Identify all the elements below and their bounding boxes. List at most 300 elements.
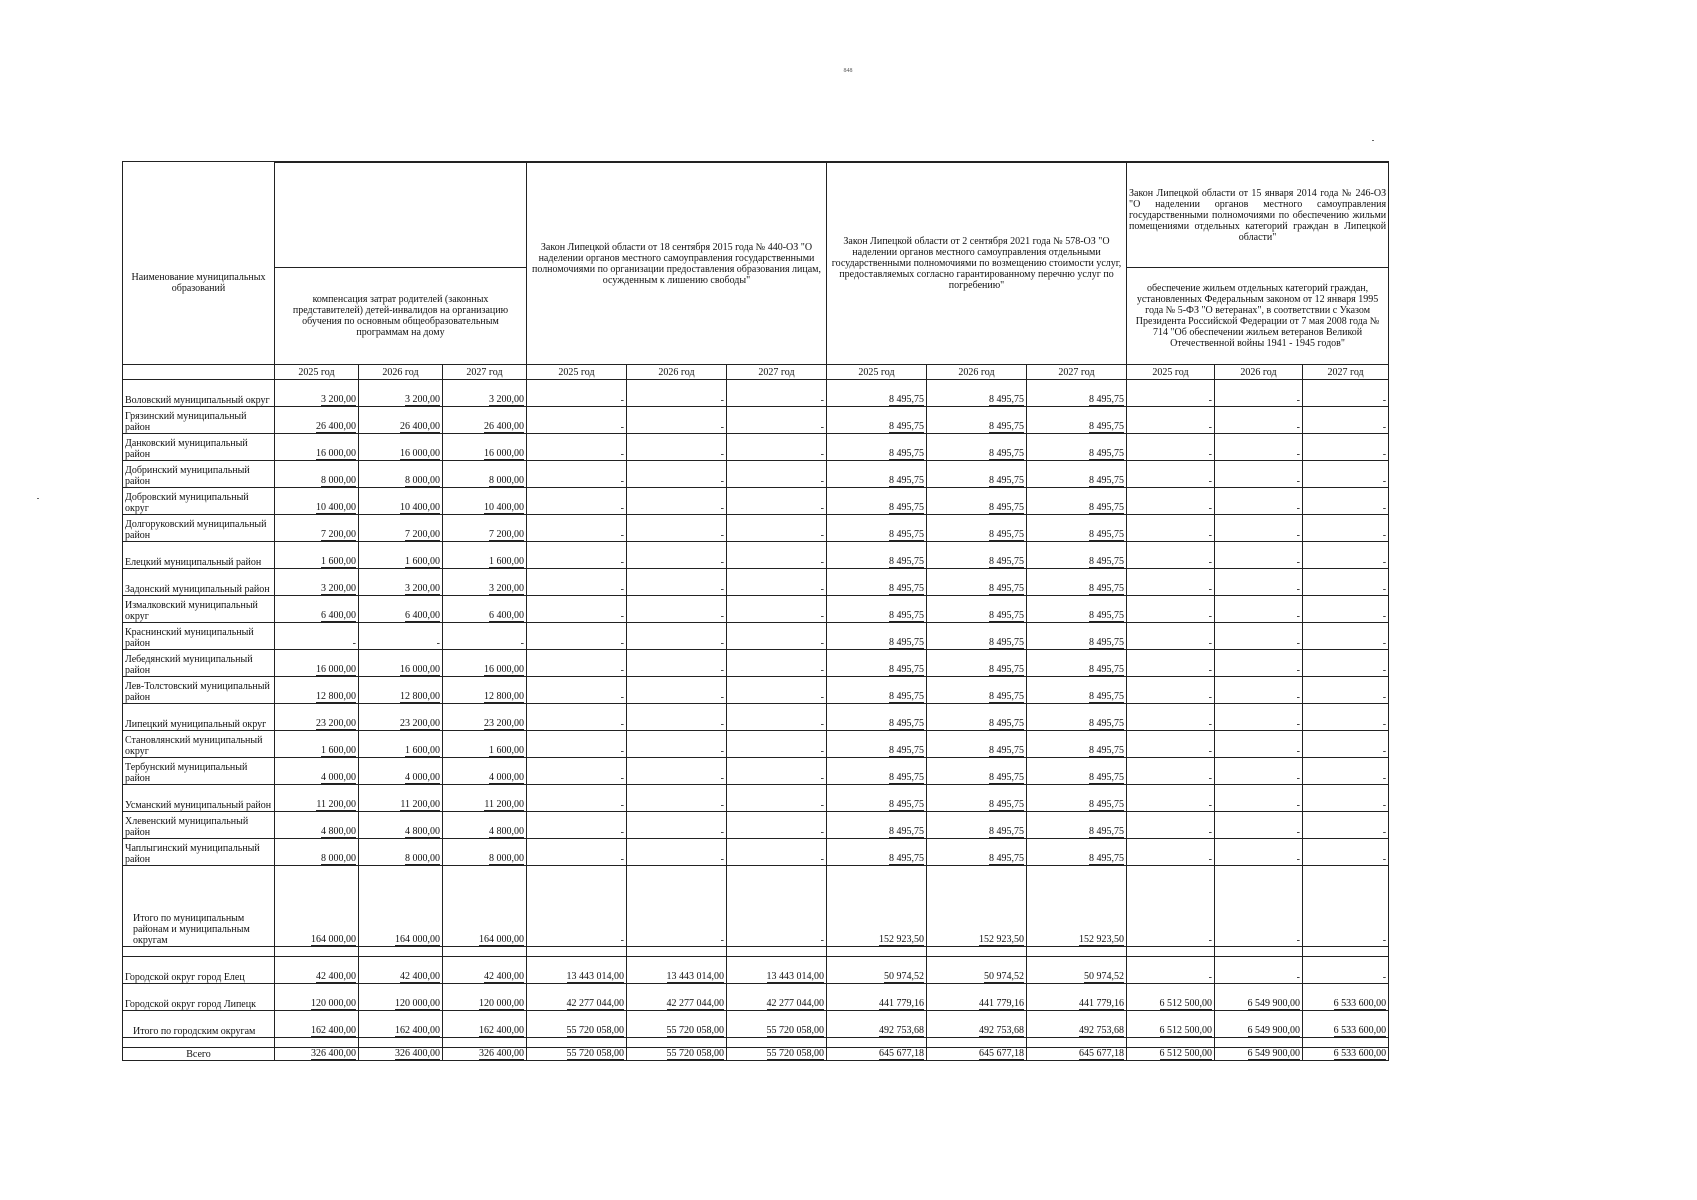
empty-value-cell bbox=[527, 596, 627, 623]
value-cell bbox=[827, 623, 927, 650]
value-cell bbox=[359, 866, 443, 947]
empty-value-cell bbox=[1303, 957, 1389, 984]
value-cell bbox=[359, 650, 443, 677]
value-cell bbox=[1027, 984, 1127, 1011]
empty-value-cell bbox=[727, 488, 827, 515]
value-cell bbox=[927, 596, 1027, 623]
empty-value-cell bbox=[527, 866, 627, 947]
value-cell bbox=[927, 1048, 1027, 1061]
cell-value: - bbox=[820, 800, 824, 811]
cell-value: - bbox=[820, 773, 824, 784]
value-cell bbox=[275, 984, 359, 1011]
cell-value: - bbox=[720, 422, 724, 433]
page-number: 848 bbox=[843, 68, 853, 74]
cell-value: - bbox=[720, 449, 724, 460]
separator-cell bbox=[123, 947, 275, 957]
empty-value-cell bbox=[727, 731, 827, 758]
separator-cell bbox=[527, 947, 627, 957]
value-cell bbox=[1027, 434, 1127, 461]
cell-value: 8 495,75 bbox=[889, 610, 924, 621]
value-cell bbox=[1027, 839, 1127, 866]
separator-cell bbox=[1027, 947, 1127, 957]
cell-value: - bbox=[1296, 476, 1300, 487]
empty-value-cell bbox=[1215, 542, 1303, 569]
empty-value-cell bbox=[1303, 407, 1389, 434]
empty-value-cell bbox=[1215, 596, 1303, 623]
cell-value: 8 495,75 bbox=[989, 745, 1024, 756]
value-cell bbox=[827, 461, 927, 488]
value-cell bbox=[1027, 704, 1127, 731]
value-cell bbox=[443, 515, 527, 542]
cell-value: - bbox=[1296, 530, 1300, 541]
value-cell bbox=[1303, 1011, 1389, 1038]
cell-value: 8 495,75 bbox=[889, 637, 924, 648]
cell-value: 492 753,68 bbox=[879, 1025, 924, 1036]
value-cell bbox=[359, 380, 443, 407]
empty-value-cell bbox=[527, 569, 627, 596]
cell-value: - bbox=[1208, 800, 1212, 811]
value-cell bbox=[1027, 380, 1127, 407]
value-cell bbox=[443, 1011, 527, 1038]
cell-value: 12 800,00 bbox=[484, 691, 524, 702]
district-row bbox=[123, 677, 1389, 704]
district-row bbox=[123, 812, 1389, 839]
empty-value-cell bbox=[727, 380, 827, 407]
value-cell bbox=[275, 866, 359, 947]
cell-value: - bbox=[820, 665, 824, 676]
cell-value: 6 533 600,00 bbox=[1333, 1048, 1387, 1059]
empty-value-cell bbox=[1127, 812, 1215, 839]
cell-value: 8 495,75 bbox=[889, 421, 924, 432]
cell-value: 8 495,75 bbox=[1089, 637, 1124, 648]
cell-value: 12 800,00 bbox=[316, 691, 356, 702]
cell-value: - bbox=[1296, 692, 1300, 703]
cell-value: 8 000,00 bbox=[405, 475, 440, 486]
cell-value: - bbox=[820, 476, 824, 487]
cell-value: 6 400,00 bbox=[489, 610, 524, 621]
separator-cell bbox=[927, 947, 1027, 957]
cell-value: - bbox=[620, 665, 624, 676]
value-cell bbox=[359, 839, 443, 866]
empty-value-cell bbox=[527, 623, 627, 650]
empty-value-cell bbox=[1127, 542, 1215, 569]
empty-value-cell bbox=[627, 434, 727, 461]
value-cell bbox=[443, 569, 527, 596]
value-cell bbox=[727, 1048, 827, 1061]
separator-cell bbox=[1303, 1038, 1389, 1048]
year-header: 2025 год bbox=[1127, 365, 1215, 380]
value-cell bbox=[359, 461, 443, 488]
cell-value: 1 600,00 bbox=[321, 556, 356, 567]
value-cell bbox=[359, 731, 443, 758]
value-cell bbox=[359, 434, 443, 461]
cell-value: 8 495,75 bbox=[889, 583, 924, 594]
value-cell bbox=[1027, 1048, 1127, 1061]
cell-value: 8 495,75 bbox=[889, 826, 924, 837]
city-row bbox=[123, 957, 1389, 984]
empty-value-cell bbox=[527, 515, 627, 542]
cell-value: 441 779,16 bbox=[979, 998, 1024, 1009]
district-row bbox=[123, 758, 1389, 785]
empty-value-cell bbox=[1215, 380, 1303, 407]
empty-value-cell bbox=[1303, 785, 1389, 812]
cell-value: 11 200,00 bbox=[484, 799, 524, 810]
value-cell bbox=[927, 650, 1027, 677]
cell-value: 6 533 600,00 bbox=[1333, 1025, 1387, 1036]
value-cell bbox=[827, 785, 927, 812]
value-cell bbox=[927, 542, 1027, 569]
value-cell bbox=[927, 461, 1027, 488]
value-cell bbox=[827, 650, 927, 677]
cell-value: 4 800,00 bbox=[489, 826, 524, 837]
value-cell bbox=[527, 984, 627, 1011]
cell-value: 6 549 900,00 bbox=[1247, 998, 1300, 1009]
cell-value: - bbox=[1208, 719, 1212, 730]
empty-value-cell bbox=[627, 488, 727, 515]
value-cell bbox=[1215, 1048, 1303, 1061]
separator-cell bbox=[123, 1038, 275, 1048]
cell-value: 26 400,00 bbox=[400, 421, 440, 432]
value-cell bbox=[359, 677, 443, 704]
value-cell bbox=[1127, 1048, 1215, 1061]
cell-value: - bbox=[620, 854, 624, 865]
value-cell bbox=[827, 704, 927, 731]
empty-value-cell bbox=[1303, 596, 1389, 623]
cell-value: 55 720 058,00 bbox=[566, 1025, 624, 1036]
cell-value: - bbox=[1296, 611, 1300, 622]
cell-value: 4 800,00 bbox=[405, 826, 440, 837]
value-cell bbox=[359, 1011, 443, 1038]
value-cell bbox=[1127, 984, 1215, 1011]
cell-value: 645 677,18 bbox=[979, 1048, 1024, 1059]
value-cell bbox=[275, 596, 359, 623]
cell-value: - bbox=[1382, 584, 1387, 595]
header-law-578 bbox=[827, 163, 1127, 365]
empty-value-cell bbox=[627, 758, 727, 785]
cell-value: - bbox=[436, 638, 440, 649]
cell-value: 8 000,00 bbox=[321, 853, 356, 864]
separator-cell bbox=[1303, 947, 1389, 957]
cell-value: - bbox=[1382, 800, 1387, 811]
empty-value-cell bbox=[1215, 569, 1303, 596]
value-cell bbox=[827, 839, 927, 866]
value-cell bbox=[275, 650, 359, 677]
value-cell bbox=[275, 569, 359, 596]
cell-value: - bbox=[620, 638, 624, 649]
value-cell bbox=[1027, 515, 1127, 542]
separator-cell bbox=[727, 1038, 827, 1048]
empty-value-cell bbox=[1215, 461, 1303, 488]
cell-value: 162 400,00 bbox=[479, 1025, 524, 1036]
empty-value-cell bbox=[627, 623, 727, 650]
cell-value: - bbox=[720, 935, 724, 946]
empty-value-cell bbox=[627, 461, 727, 488]
cell-value: 645 677,18 bbox=[1079, 1048, 1124, 1059]
cell-value: 42 400,00 bbox=[484, 971, 524, 982]
value-cell bbox=[443, 866, 527, 947]
empty-value-cell bbox=[527, 488, 627, 515]
cell-value: - bbox=[1382, 395, 1387, 406]
header-group4-sub bbox=[1127, 268, 1389, 365]
cell-value: 3 200,00 bbox=[321, 583, 356, 594]
cell-value: - bbox=[620, 611, 624, 622]
cell-value: 8 495,75 bbox=[989, 718, 1024, 729]
empty-value-cell bbox=[1127, 380, 1215, 407]
cell-value: - bbox=[1296, 854, 1300, 865]
value-cell bbox=[927, 1011, 1027, 1038]
cell-value: - bbox=[820, 449, 824, 460]
cell-value: - bbox=[1296, 638, 1300, 649]
cell-value: 3 200,00 bbox=[405, 583, 440, 594]
empty-value-cell bbox=[527, 434, 627, 461]
cell-value: 16 000,00 bbox=[316, 664, 356, 675]
cell-value: - bbox=[1208, 449, 1212, 460]
cell-value: 8 495,75 bbox=[989, 664, 1024, 675]
empty-value-cell bbox=[1303, 569, 1389, 596]
table-header bbox=[123, 162, 1389, 380]
district-row bbox=[123, 650, 1389, 677]
cell-value: 645 677,18 bbox=[879, 1048, 924, 1059]
empty-value-cell bbox=[1303, 380, 1389, 407]
empty-value-cell bbox=[627, 515, 727, 542]
value-cell bbox=[443, 488, 527, 515]
cell-value: - bbox=[1382, 692, 1387, 703]
value-cell bbox=[827, 569, 927, 596]
year-header: 2025 год bbox=[275, 365, 359, 380]
cell-value: - bbox=[1382, 972, 1387, 983]
cell-value: 152 923,50 bbox=[879, 934, 924, 945]
value-cell bbox=[443, 839, 527, 866]
cell-value: 8 495,75 bbox=[889, 448, 924, 459]
cell-value: - bbox=[1382, 854, 1387, 865]
cell-value: - bbox=[820, 395, 824, 406]
cell-value: 42 277 044,00 bbox=[766, 998, 824, 1009]
cell-value: 23 200,00 bbox=[316, 718, 356, 729]
cell-value: - bbox=[1208, 584, 1212, 595]
row-name: Лев-Толстовский муниципальный район bbox=[123, 677, 275, 704]
empty-value-cell bbox=[727, 407, 827, 434]
cell-value: 55 720 058,00 bbox=[766, 1048, 824, 1059]
cell-value: - bbox=[1208, 692, 1212, 703]
separator-row bbox=[123, 1038, 1389, 1048]
cell-value: - bbox=[620, 773, 624, 784]
cell-value: - bbox=[720, 611, 724, 622]
value-cell bbox=[443, 650, 527, 677]
cell-value: - bbox=[1296, 422, 1300, 433]
empty-value-cell bbox=[627, 407, 727, 434]
value-cell bbox=[1027, 488, 1127, 515]
budget-table bbox=[122, 161, 1389, 1061]
value-cell bbox=[359, 542, 443, 569]
empty-value-cell bbox=[1303, 434, 1389, 461]
value-cell bbox=[827, 758, 927, 785]
empty-value-cell bbox=[1127, 623, 1215, 650]
cell-value: 13 443 014,00 bbox=[766, 971, 824, 982]
value-cell bbox=[927, 704, 1027, 731]
cell-value: 8 495,75 bbox=[1089, 772, 1124, 783]
separator-cell bbox=[275, 1038, 359, 1048]
cell-value: - bbox=[1296, 449, 1300, 460]
value-cell bbox=[927, 434, 1027, 461]
value-cell bbox=[443, 542, 527, 569]
cell-value: - bbox=[720, 530, 724, 541]
cell-value: - bbox=[1296, 935, 1300, 946]
cell-value: 7 200,00 bbox=[489, 529, 524, 540]
cell-value: 26 400,00 bbox=[316, 421, 356, 432]
header-law-440 bbox=[527, 163, 827, 365]
cell-value: - bbox=[1296, 746, 1300, 757]
value-cell bbox=[443, 785, 527, 812]
cell-value: 8 495,75 bbox=[1089, 556, 1124, 567]
cell-value: - bbox=[1208, 611, 1212, 622]
empty-value-cell bbox=[1303, 731, 1389, 758]
cell-value: 8 495,75 bbox=[1089, 691, 1124, 702]
cell-value: 8 495,75 bbox=[1089, 583, 1124, 594]
cell-value: 6 533 600,00 bbox=[1333, 998, 1387, 1009]
cell-value: 8 495,75 bbox=[1089, 448, 1124, 459]
year-header: 2026 год bbox=[1215, 365, 1303, 380]
cell-value: 8 000,00 bbox=[405, 853, 440, 864]
separator-cell bbox=[1027, 1038, 1127, 1048]
cell-value: 162 400,00 bbox=[311, 1025, 356, 1036]
cell-value: - bbox=[620, 584, 624, 595]
subtotal-districts-row bbox=[123, 866, 1389, 947]
cell-value: - bbox=[1382, 530, 1387, 541]
empty-value-cell bbox=[727, 650, 827, 677]
cell-value: 7 200,00 bbox=[321, 529, 356, 540]
row-name: Измалковский муниципальный округ bbox=[123, 596, 275, 623]
cell-value: - bbox=[1208, 827, 1212, 838]
value-cell bbox=[275, 812, 359, 839]
value-cell bbox=[1027, 731, 1127, 758]
separator-row bbox=[123, 947, 1389, 957]
district-row bbox=[123, 785, 1389, 812]
empty-value-cell bbox=[1215, 839, 1303, 866]
cell-value: 42 400,00 bbox=[400, 971, 440, 982]
empty-value-cell bbox=[627, 839, 727, 866]
separator-cell bbox=[827, 947, 927, 957]
value-cell bbox=[275, 758, 359, 785]
cell-value: - bbox=[1208, 557, 1212, 568]
cell-value: 16 000,00 bbox=[484, 448, 524, 459]
cell-value: - bbox=[820, 827, 824, 838]
cell-value: - bbox=[820, 719, 824, 730]
separator-cell bbox=[827, 1038, 927, 1048]
value-cell bbox=[443, 812, 527, 839]
header-name-label: Наименование муниципальных образований bbox=[131, 272, 266, 294]
cell-value: 23 200,00 bbox=[400, 718, 440, 729]
empty-value-cell bbox=[1303, 704, 1389, 731]
empty-value-cell bbox=[1215, 488, 1303, 515]
empty-value-cell bbox=[727, 623, 827, 650]
cell-value: 164 000,00 bbox=[395, 934, 440, 945]
cell-value: 8 495,75 bbox=[989, 556, 1024, 567]
empty-value-cell bbox=[1215, 758, 1303, 785]
cell-value: 13 443 014,00 bbox=[566, 971, 624, 982]
district-row bbox=[123, 596, 1389, 623]
separator-cell bbox=[359, 1038, 443, 1048]
value-cell bbox=[927, 984, 1027, 1011]
value-cell bbox=[275, 677, 359, 704]
cell-value: - bbox=[720, 746, 724, 757]
cell-value: - bbox=[720, 503, 724, 514]
value-cell bbox=[359, 704, 443, 731]
cell-value: 16 000,00 bbox=[484, 664, 524, 675]
separator-cell bbox=[727, 947, 827, 957]
empty-value-cell bbox=[727, 704, 827, 731]
cell-value: - bbox=[1208, 773, 1212, 784]
empty-value-cell bbox=[1127, 461, 1215, 488]
cell-value: - bbox=[820, 503, 824, 514]
cell-value: 1 600,00 bbox=[489, 556, 524, 567]
value-cell bbox=[627, 1011, 727, 1038]
cell-value: - bbox=[1382, 422, 1387, 433]
value-cell bbox=[1027, 866, 1127, 947]
district-row bbox=[123, 434, 1389, 461]
empty-value-cell bbox=[1303, 461, 1389, 488]
cell-value: 8 495,75 bbox=[989, 421, 1024, 432]
cell-value: - bbox=[1382, 611, 1387, 622]
district-row bbox=[123, 380, 1389, 407]
subtotal-cities-row bbox=[123, 1011, 1389, 1038]
separator-cell bbox=[927, 1038, 1027, 1048]
empty-value-cell bbox=[527, 812, 627, 839]
cell-value: 8 495,75 bbox=[989, 691, 1024, 702]
value-cell bbox=[275, 380, 359, 407]
cell-value: 1 600,00 bbox=[489, 745, 524, 756]
cell-value: 8 495,75 bbox=[1089, 610, 1124, 621]
district-row bbox=[123, 407, 1389, 434]
empty-value-cell bbox=[527, 758, 627, 785]
separator-cell bbox=[1127, 1038, 1215, 1048]
cell-value: - bbox=[820, 530, 824, 541]
cell-value: - bbox=[1208, 476, 1212, 487]
cell-value: - bbox=[720, 557, 724, 568]
empty-value-cell bbox=[1127, 957, 1215, 984]
empty-value-cell bbox=[1127, 488, 1215, 515]
value-cell bbox=[443, 984, 527, 1011]
empty-value-cell bbox=[1127, 569, 1215, 596]
value-cell bbox=[927, 677, 1027, 704]
city-row bbox=[123, 984, 1389, 1011]
row-name: Тербунский муниципальный район bbox=[123, 758, 275, 785]
cell-value: - bbox=[620, 719, 624, 730]
value-cell bbox=[1027, 461, 1127, 488]
cell-value: - bbox=[820, 638, 824, 649]
cell-value: 8 000,00 bbox=[321, 475, 356, 486]
cell-value: 8 495,75 bbox=[989, 826, 1024, 837]
cell-value: - bbox=[1296, 800, 1300, 811]
cell-value: - bbox=[1296, 557, 1300, 568]
empty-value-cell bbox=[627, 704, 727, 731]
cell-value: 8 495,75 bbox=[1089, 475, 1124, 486]
empty-value-cell bbox=[527, 839, 627, 866]
empty-value-cell bbox=[627, 677, 727, 704]
cell-value: - bbox=[1208, 854, 1212, 865]
value-cell bbox=[275, 434, 359, 461]
cell-value: 441 779,16 bbox=[879, 998, 924, 1009]
cell-value: - bbox=[720, 395, 724, 406]
empty-value-cell bbox=[627, 650, 727, 677]
empty-value-cell bbox=[527, 461, 627, 488]
empty-value-cell bbox=[727, 758, 827, 785]
cell-value: 13 443 014,00 bbox=[666, 971, 724, 982]
cell-value: 1 600,00 bbox=[405, 745, 440, 756]
scan-speck bbox=[1372, 140, 1374, 141]
cell-value: 8 495,75 bbox=[889, 691, 924, 702]
cell-value: - bbox=[1208, 972, 1212, 983]
cell-value: - bbox=[1382, 935, 1387, 946]
